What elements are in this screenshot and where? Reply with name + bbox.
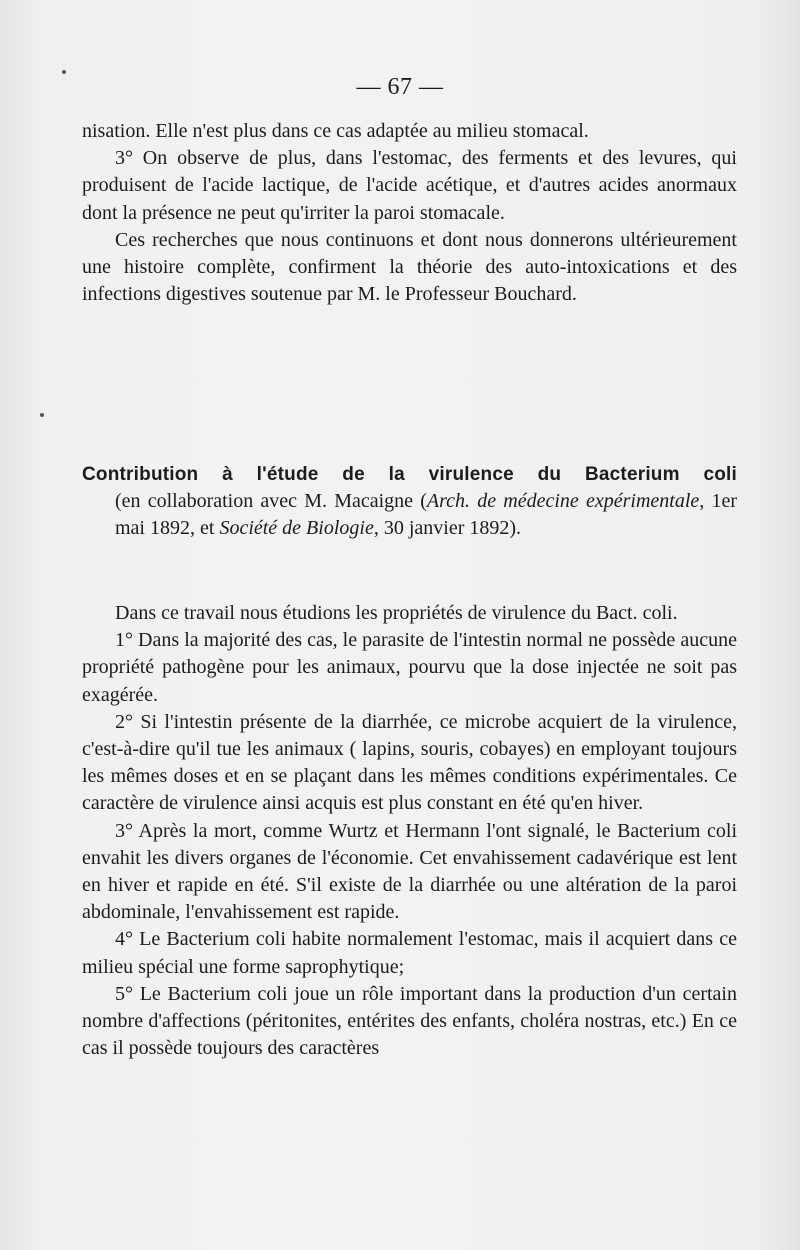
paragraph-item-5: 5° Le Bacterium coli joue un rôle important dans la production d'un certain nombre d'affections (péritonites, entérites des enfants, choléra nostras, etc.) En ce cas il possède toujours des caractères [82,982,737,1060]
paragraph-item-4: 4° Le Bacterium coli habite normalement l'estomac, mais il acquiert dans ce milieu spécial une forme saprophytique; [82,928,737,978]
paragraph-intro: Dans ce travail nous étudions les propriétés de virulence du Bact. coli. [115,602,678,624]
paragraph-item-3: 3° Après la mort, comme Wurtz et Hermann l'ont signalé, le Bacterium coli envahit les divers organes de l'économie. Cet envahissement cadavérique est lent en hiver et rapide en été. S'il existe de la diarrhée ou une altération de la paroi abdominale, l'envahissement est rapide. [82,819,737,924]
body-text-block [82,600,737,1062]
citation-journal-1: Arch. de médecine expérimentale [426,490,700,513]
scan-speck [40,413,44,417]
top-text-block [82,118,737,308]
citation-suffix: , 30 janvier 1892). [373,517,522,540]
page-number: — 67 — [356,74,444,100]
section-title: Contribution à l'étude de la virulence du Bacterium coli [82,464,737,485]
scan-speck [62,70,66,74]
section-citation [82,488,737,542]
paragraph-item-1: 1° Dans la majorité des cas, le parasite de l'intestin normal ne possède aucune propriété pathogène pour les animaux, pourvu que la dose injectée ne soit pas exagérée. [82,629,737,706]
section-heading [82,461,737,543]
citation-journal-2: Société de Biologie [219,517,374,540]
paragraph-conclusion: Ces recherches que nous continuons et dont nous donnerons ultérieurement une histoire complète, confirment la théorie des auto-intoxications et des infections digestives soutenue par M. le Professeur Bouchard. [82,228,737,306]
citation-middle: , 1er mai 1892, et [115,490,737,540]
paragraph-continuation: nisation. Elle n'est plus dans ce cas adaptée au milieu stomacal. [82,120,589,142]
paragraph-item-2: 2° Si l'intestin présente de la diarrhée, ce microbe acquiert de la virulence, c'est-à-dire qu'il tue les animaux ( lapins, souris, cobayes) en employant toujours les mêmes doses et en se plaçant dans les mêmes conditions expérimentales. Ce caractère de virulence ainsi acquis est plus constant en été qu'en hiver. [82,710,737,815]
paragraph-item-3-top: 3° On observe de plus, dans l'estomac, des ferments et des levures, qui produisent de l'acide lactique, de l'acide acétique, et d'autres acides anormaux dont la présence ne peut qu'irriter la paroi stomacale. [82,147,737,224]
citation-prefix: (en collaboration avec M. Macaigne ( [115,490,427,513]
